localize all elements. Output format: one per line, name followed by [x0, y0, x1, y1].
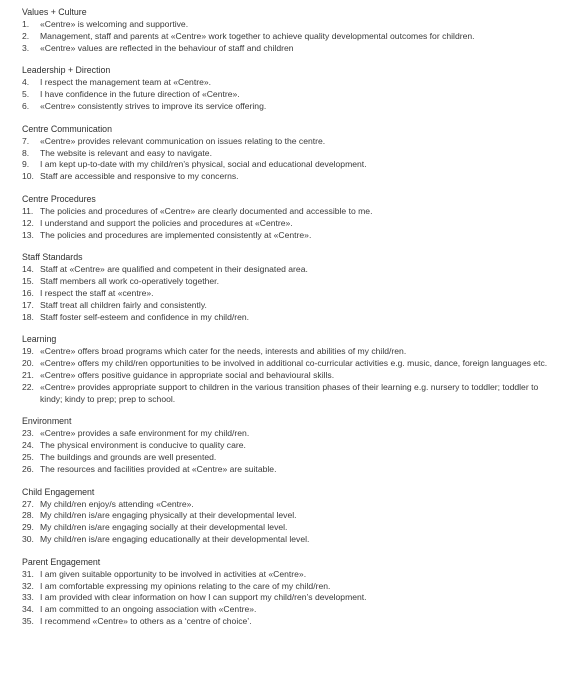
statement-text: The policies and procedures of «Centre» are clearly documented and accessible to me.	[40, 205, 373, 216]
survey-statement	[22, 522, 561, 534]
survey-statement	[22, 440, 561, 452]
survey-statement	[22, 171, 561, 183]
statement-number: 26.	[22, 463, 34, 474]
statement-text: I am given suitable opportunity to be involved in activities at «Centre».	[40, 568, 307, 579]
statement-number: 35.	[22, 615, 34, 626]
statement-text: The website is relevant and easy to navigate.	[40, 147, 212, 158]
statement-text: «Centre» values are reflected in the behaviour of staff and children	[40, 42, 294, 53]
survey-statement	[22, 604, 561, 616]
statement-number: 11.	[22, 205, 34, 216]
statement-number: 20.	[22, 358, 34, 369]
survey-section	[22, 252, 561, 323]
survey-section	[22, 416, 561, 475]
statement-text: My child/ren is/are engaging physically at their developmental level.	[40, 510, 297, 521]
survey-statement	[22, 569, 561, 581]
statement-text: I respect the management team at «Centre».	[40, 77, 212, 88]
survey-section	[22, 194, 561, 241]
survey-statement	[22, 276, 561, 288]
statement-number: 16.	[22, 287, 34, 298]
survey-statement	[22, 89, 561, 101]
survey-statement	[22, 31, 561, 43]
statement-list	[22, 499, 561, 546]
survey-statement	[22, 510, 561, 522]
survey-statement	[22, 358, 561, 370]
statement-number: 18.	[22, 311, 34, 322]
survey-statement	[22, 300, 561, 312]
statement-text: «Centre» provides a safe environment for my child/ren.	[40, 428, 250, 439]
section-heading: Child Engagement	[22, 486, 95, 497]
statement-text: I understand and support the policies and procedures at «Centre».	[40, 217, 293, 228]
section-heading: Learning	[22, 334, 57, 345]
statement-number: 14.	[22, 264, 34, 275]
survey-statement	[22, 77, 561, 89]
statement-number: 30.	[22, 533, 34, 544]
survey-section	[22, 557, 561, 628]
statement-text: «Centre» offers my child/ren opportunities to be involved in additional co-curricular activities e.g. music, dance, foreign languages etc.	[40, 358, 548, 369]
survey-statement	[22, 452, 561, 464]
statement-list	[22, 136, 561, 183]
statement-text: My child/ren is/are engaging educationally at their developmental level.	[40, 533, 310, 544]
survey-statement	[22, 19, 561, 31]
survey-section	[22, 65, 561, 112]
statement-text: The resources and facilities provided at «Centre» are suitable.	[40, 463, 277, 474]
survey-statement	[22, 218, 561, 230]
statement-list	[22, 206, 561, 241]
statement-number: 29.	[22, 522, 34, 533]
statement-number: 34.	[22, 604, 34, 615]
statement-text: I am provided with clear information on how I can support my child/ren’s development.	[40, 592, 367, 603]
statement-text: The physical environment is conducive to quality care.	[40, 440, 246, 451]
statement-text: My child/ren is/are engaging socially at their developmental level.	[40, 522, 288, 533]
statement-text: Staff foster self-esteem and confidence in my child/ren.	[40, 311, 250, 322]
statement-text: «Centre» offers broad programs which cater for the needs, interests and abilities of my child/ren.	[40, 346, 407, 357]
statement-number: 2.	[22, 30, 30, 41]
section-heading: Values + Culture	[22, 7, 87, 17]
survey-statement	[22, 230, 561, 242]
statement-number: 6.	[22, 100, 30, 111]
statement-text: The policies and procedures are implemented consistently at «Centre».	[40, 229, 312, 240]
statement-number: 19.	[22, 346, 34, 357]
statement-number: 21.	[22, 369, 34, 380]
statement-text: «Centre» is welcoming and supportive.	[40, 19, 189, 29]
section-heading: Leadership + Direction	[22, 65, 111, 76]
statement-text: I am kept up-to-date with my child/ren’s physical, social and educational development.	[40, 159, 367, 170]
survey-section	[22, 487, 561, 546]
survey-statement	[22, 206, 561, 218]
statement-number: 13.	[22, 229, 34, 240]
statement-number: 8.	[22, 147, 30, 158]
survey-section	[22, 124, 561, 183]
statement-list	[22, 346, 561, 405]
statement-text: The buildings and grounds are well presented.	[40, 451, 217, 462]
survey-statement	[22, 288, 561, 300]
survey-statement	[22, 581, 561, 593]
survey-statement	[22, 43, 561, 55]
statement-number: 7.	[22, 135, 30, 146]
statement-list	[22, 264, 561, 323]
statement-list	[22, 19, 561, 54]
statement-text: My child/ren enjoy/s attending «Centre».	[40, 498, 194, 509]
statement-number: 4.	[22, 77, 30, 88]
survey-statement	[22, 136, 561, 148]
survey-statement	[22, 148, 561, 160]
statement-number: 17.	[22, 299, 34, 310]
statement-number: 5.	[22, 89, 30, 100]
statement-number: 28.	[22, 510, 34, 521]
survey-statement	[22, 428, 561, 440]
survey-statement	[22, 464, 561, 476]
statement-text: «Centre» provides appropriate support to children in the various transition phases of their learning e.g. nursery to toddler; toddler to kindy; kindy to prep; prep to school.	[40, 381, 539, 404]
survey-statement	[22, 312, 561, 324]
section-heading: Staff Standards	[22, 252, 83, 263]
statement-text: «Centre» offers positive guidance in appropriate social and behavioural skills.	[40, 369, 335, 380]
statement-text: I have confidence in the future direction of «Centre».	[40, 89, 240, 100]
section-heading: Environment	[22, 416, 72, 427]
statement-text: Staff at «Centre» are qualified and competent in their designated area.	[40, 264, 308, 275]
statement-list	[22, 569, 561, 628]
statement-number: 9.	[22, 159, 30, 170]
statement-text: I am comfortable expressing my opinions relating to the care of my child/ren.	[40, 580, 331, 591]
statement-number: 3.	[22, 42, 30, 53]
survey-statement	[22, 101, 561, 113]
survey-statement	[22, 616, 561, 628]
statement-text: Staff treat all children fairly and consistently.	[40, 299, 207, 310]
statement-number: 1.	[22, 19, 30, 29]
survey-statement	[22, 264, 561, 276]
section-heading: Centre Communication	[22, 123, 112, 134]
statement-list	[22, 428, 561, 475]
statement-number: 15.	[22, 276, 34, 287]
statement-number: 25.	[22, 451, 34, 462]
statement-number: 22.	[22, 381, 34, 392]
statement-text: I recommend «Centre» to others as a ‘centre of choice’.	[40, 615, 252, 626]
statement-text: «Centre» provides relevant communication on issues relating to the centre.	[40, 135, 326, 146]
statement-number: 32.	[22, 580, 34, 591]
section-heading: Parent Engagement	[22, 556, 101, 567]
statement-text: Staff members all work co-operatively together.	[40, 276, 219, 287]
statement-number: 12.	[22, 217, 34, 228]
survey-statement	[22, 346, 561, 358]
survey-statement	[22, 370, 561, 382]
survey-section	[22, 334, 561, 405]
statement-number: 24.	[22, 440, 34, 451]
statement-number: 31.	[22, 568, 34, 579]
survey-statement	[22, 382, 561, 406]
survey-section	[22, 7, 561, 54]
statement-number: 27.	[22, 498, 34, 509]
statement-number: 10.	[22, 171, 34, 182]
survey-statement	[22, 534, 561, 546]
statement-text: I am committed to an ongoing association with «Centre».	[40, 604, 257, 615]
survey-statement	[22, 159, 561, 171]
section-heading: Centre Procedures	[22, 193, 96, 204]
survey-statement	[22, 499, 561, 511]
survey-statement	[22, 592, 561, 604]
statement-text: Management, staff and parents at «Centre» work together to achieve quality developmental outcomes for children.	[40, 30, 475, 41]
statement-number: 33.	[22, 592, 34, 603]
statement-number: 23.	[22, 428, 34, 439]
statement-list	[22, 77, 561, 112]
statement-text: «Centre» consistently strives to improve its service offering.	[40, 100, 267, 111]
statement-text: Staff are accessible and responsive to my concerns.	[40, 171, 239, 182]
statement-text: I respect the staff at «centre».	[40, 287, 154, 298]
